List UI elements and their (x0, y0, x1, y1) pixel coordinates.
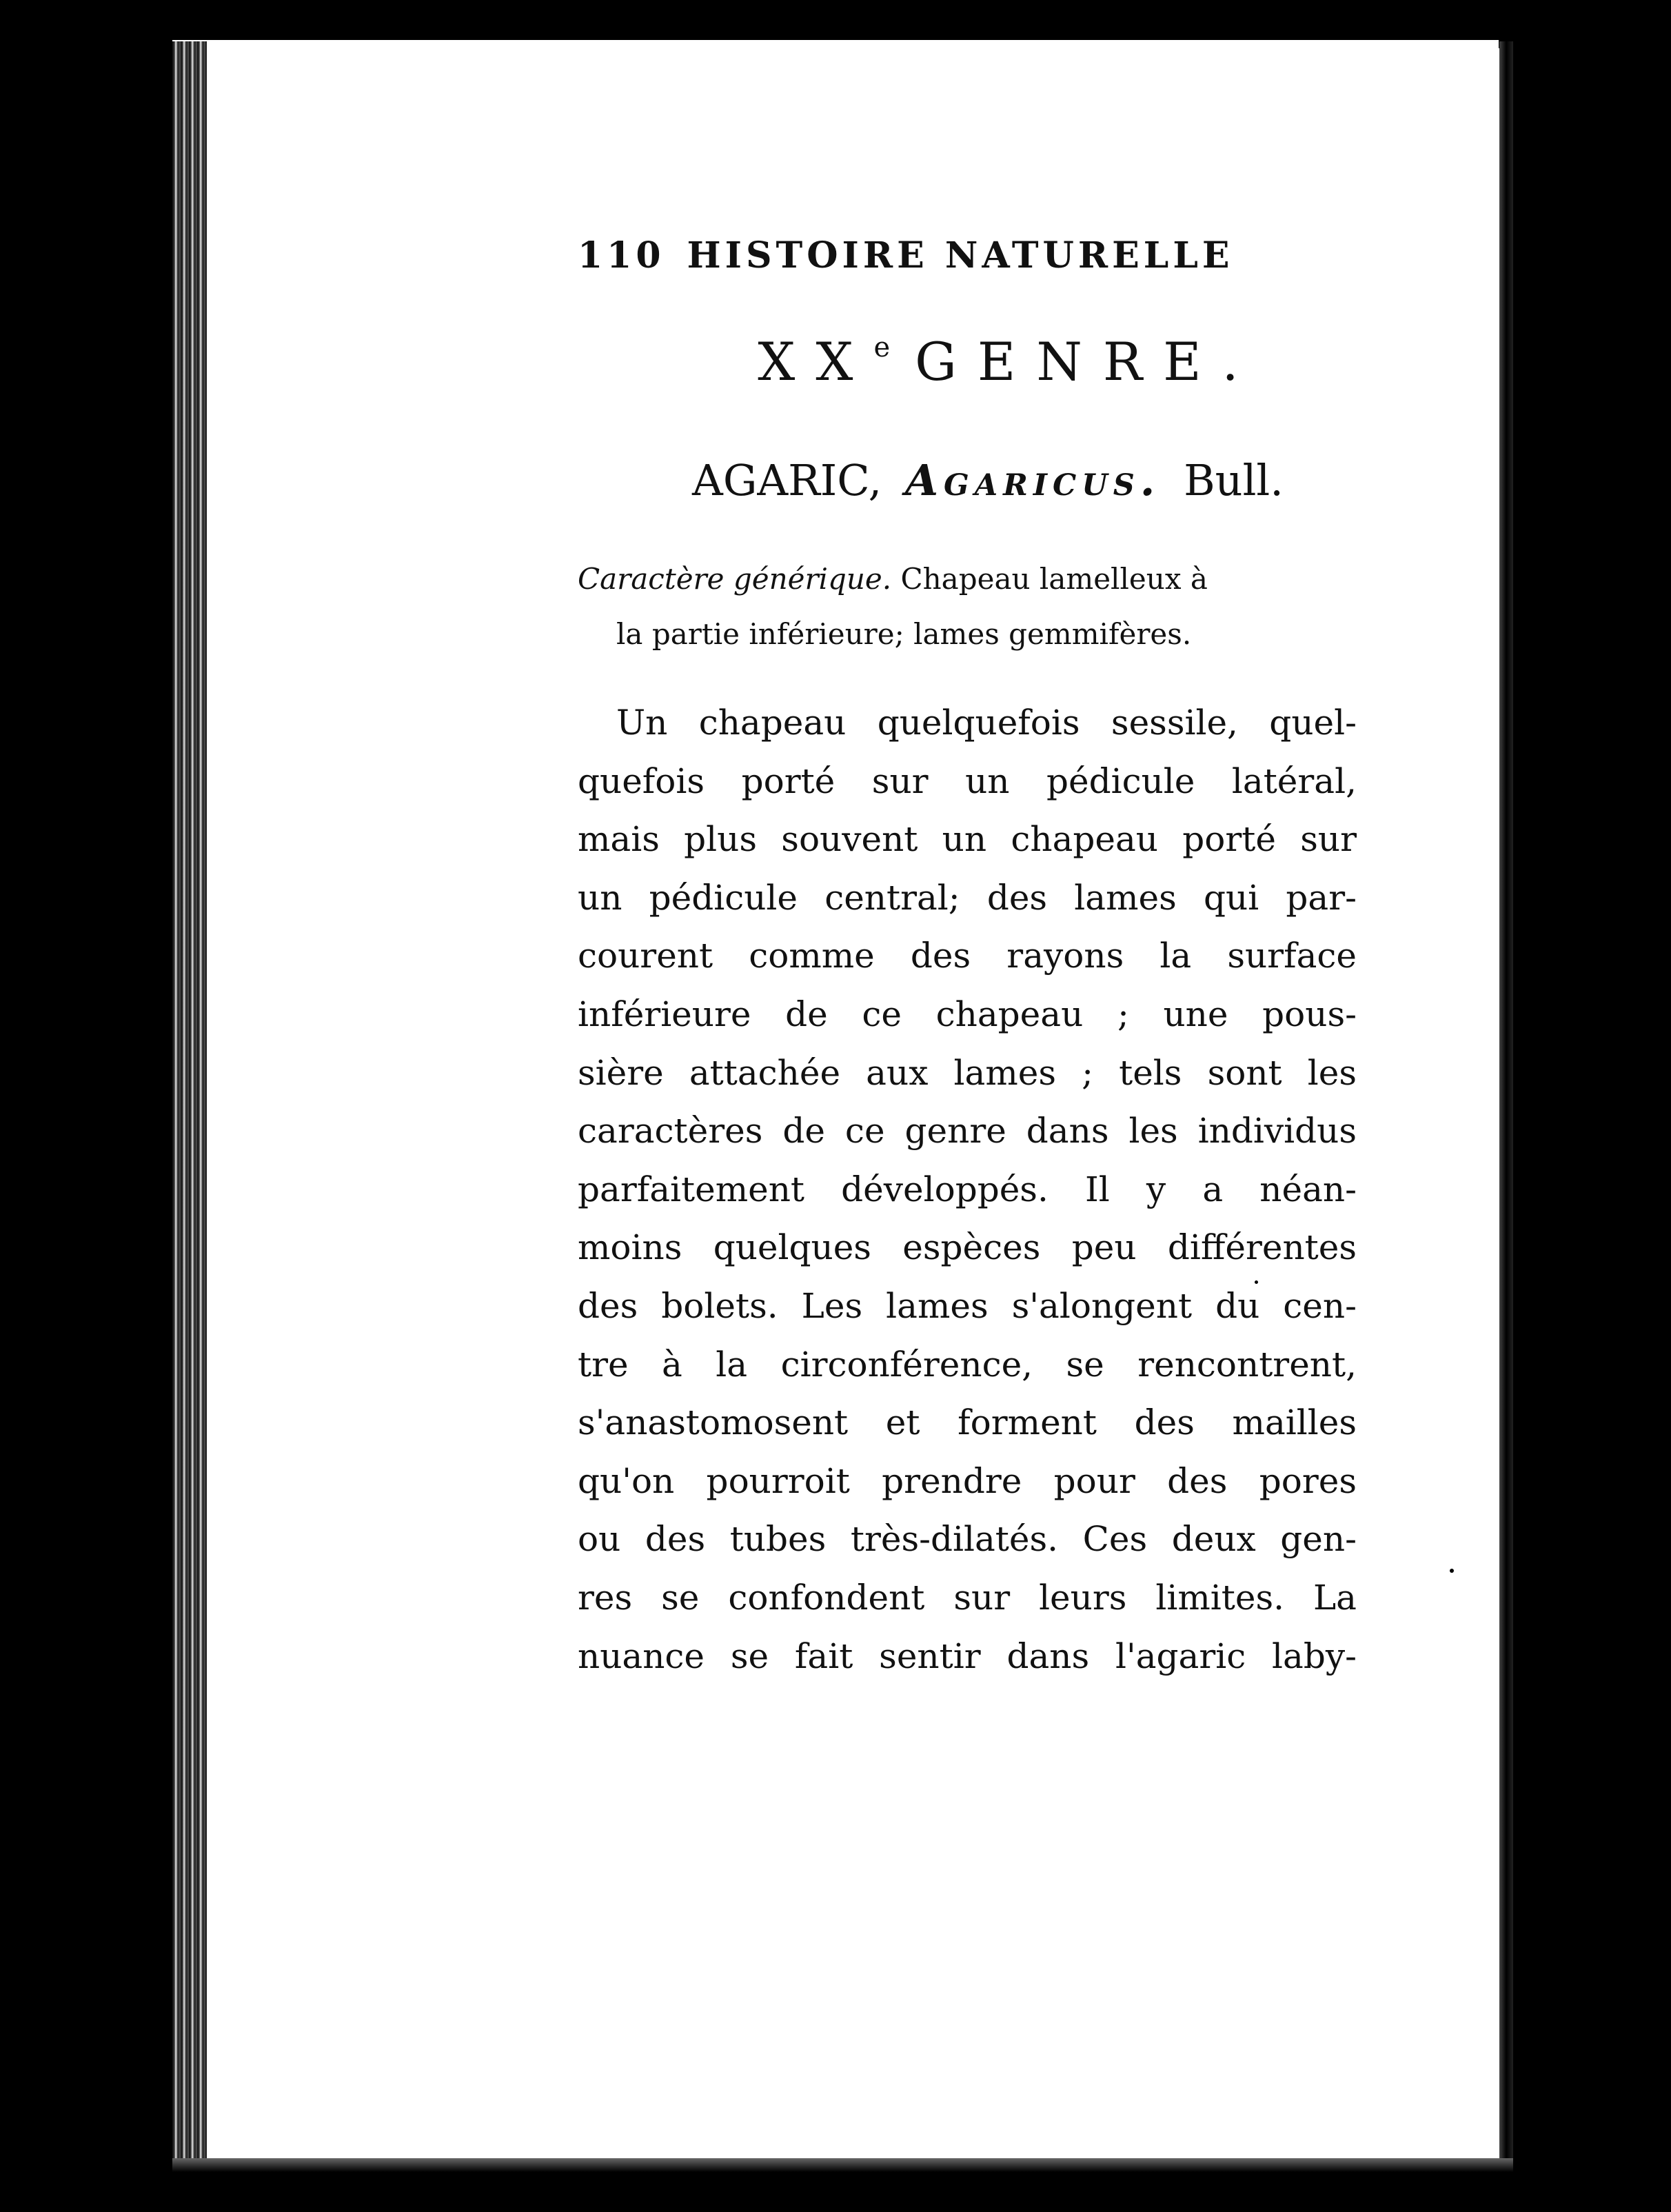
generic-character (578, 552, 1357, 662)
body-paragraph (578, 694, 1357, 1685)
generic-character-line-2: la partie inférieure; lames gemmifères. (616, 617, 1192, 651)
body-line: quefois porté sur un pédicule latéral, (578, 761, 1357, 801)
genre-word: GENRE. (915, 331, 1259, 392)
body-line: inférieure de ce chapeau ; une pous- (578, 994, 1357, 1034)
scan-border-left (0, 0, 172, 2212)
body-line: un pédicule central; des lames qui par- (578, 877, 1357, 918)
body-line: tre à la circonférence, se rencontrent, (578, 1344, 1357, 1385)
body-line: s'anastomosent et forment des mailles (578, 1402, 1357, 1443)
genus-french-name: AGARIC, (692, 455, 882, 505)
page-bottom-edge (172, 2158, 1513, 2172)
body-line: des bolets. Les lames s'alongent du cen- (578, 1285, 1357, 1326)
page-number: 110 (578, 234, 665, 276)
body-line: caractères de ce genre dans les individus (578, 1111, 1357, 1152)
page-stack-edge (172, 41, 207, 2172)
genre-numeral: XX (758, 331, 874, 392)
body-line: moins quelques espèces peu différentes (578, 1227, 1357, 1268)
body-line: qu'on pourroit prendre pour des pores (578, 1460, 1357, 1501)
body-line: res se confondent sur leurs limites. La (578, 1577, 1357, 1618)
genus-latin-name: Agaricus. (904, 455, 1161, 505)
scan-border-top (0, 0, 1671, 40)
body-line: mais plus souvent un chapeau porté sur (578, 819, 1357, 860)
scan-border-right (1499, 0, 1671, 2212)
paper-speck (1255, 1280, 1258, 1284)
body-line: ou des tubes très-dilatés. Ces deux gen- (578, 1519, 1357, 1560)
body-line: sière attachée aux lames ; tels sont les (578, 1052, 1357, 1093)
paper-speck (1450, 1569, 1454, 1573)
genus-title (578, 455, 1357, 505)
body-line: nuance se fait sentir dans l'agaric laby- (578, 1636, 1357, 1676)
body-line: parfaitement développés. Il y a néan- (578, 1169, 1357, 1209)
genre-heading (578, 331, 1357, 392)
generic-character-text-1: Chapeau lamelleux à (900, 562, 1208, 596)
body-line: courent comme des rayons la surface (578, 936, 1357, 976)
page-gutter-edge (1499, 41, 1513, 2172)
generic-character-line-1 (578, 552, 1357, 607)
genre-superscript: e (873, 332, 891, 363)
running-head (578, 234, 1234, 276)
generic-character-label: Caractère générique. (578, 562, 892, 596)
body-line: Un chapeau quelquefois sessile, quel- (616, 703, 1357, 743)
running-title: HISTOIRE NATURELLE (687, 234, 1234, 276)
genus-author: Bull. (1184, 455, 1284, 505)
